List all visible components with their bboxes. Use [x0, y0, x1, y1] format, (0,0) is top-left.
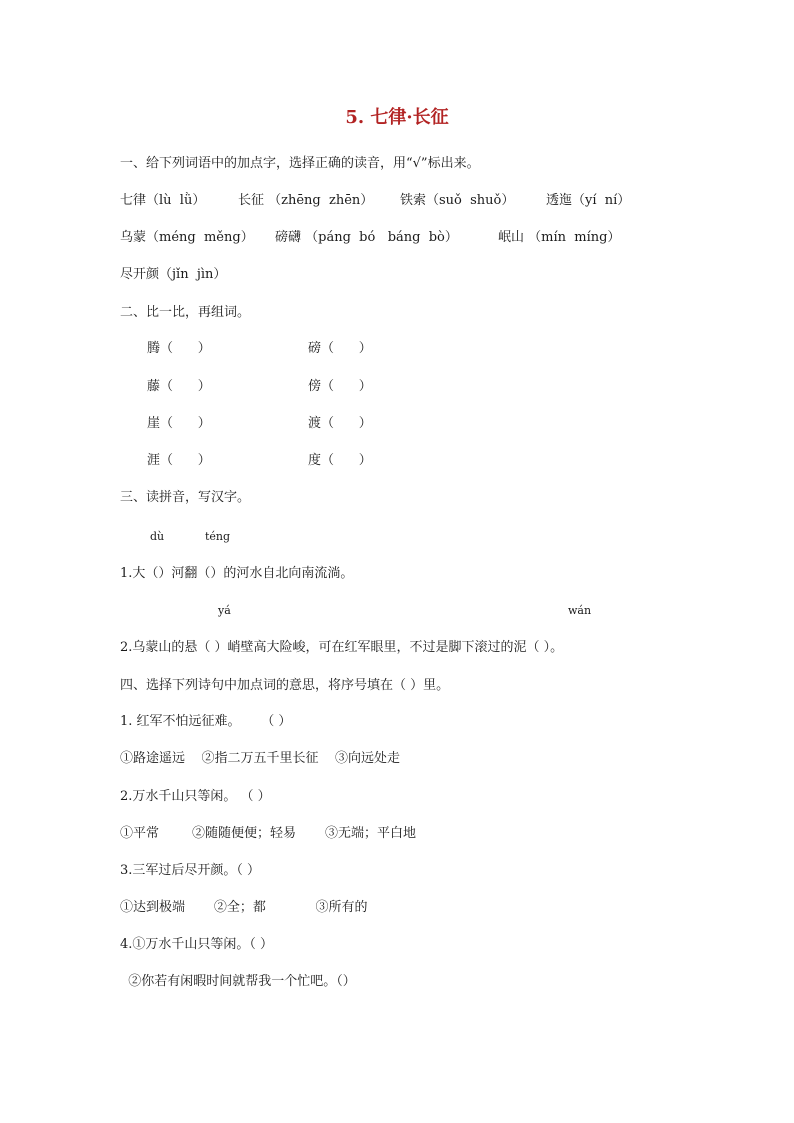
q3-pinyin-ya: yá	[218, 604, 231, 617]
q1-word-pangbo: 磅礴 （páng bó báng bò）	[275, 230, 458, 245]
q2-right-item: 渡（ ）	[308, 416, 372, 431]
q3-pinyin-wan: wán	[568, 604, 592, 617]
q3-line-2: 2.乌蒙山的悬（ ）峭壁高大险峻，可在红军眼里，不过是脚下滚过的泥（ ）。	[120, 640, 564, 655]
q4-options-3: ①达到极端 ②全；都 ③所有的	[120, 900, 368, 915]
q1-word-tiesuo: 铁索（suǒ shuǒ）	[400, 193, 515, 208]
q4-item-3: 3.三军过后尽开颜。（ ）	[120, 863, 261, 878]
q3-heading: 三、读拼音，写汉字。	[120, 490, 251, 505]
q1-word-jinkaiyan: 尽开颜（jǐn jìn）	[120, 267, 227, 282]
q3-line-1: 1.大（）河翻（）的河水自北向南流淌。	[120, 566, 354, 581]
q2-left-item: 涯（ ）	[147, 453, 211, 468]
q2-left-item: 藤（ ）	[147, 379, 211, 394]
q1-word-touyi: 透迤（yí ní）	[546, 193, 631, 208]
q4-item-4b: ②你若有闲暇时间就帮我一个忙吧。（）	[120, 974, 356, 989]
q2-left-item: 腾（ ）	[147, 341, 211, 356]
page-title: 5. 七律·长征	[345, 107, 449, 128]
q4-options-1: ①路途遥远 ②指二万五千里长征 ③向远处走	[120, 751, 401, 766]
q2-right-item: 磅（ ）	[308, 341, 372, 356]
q2-left-item: 崖（ ）	[147, 416, 211, 431]
q4-item-2: 2.万水千山只等闲。 （ ）	[120, 789, 271, 804]
q1-heading: 一、给下列词语中的加点字，选择正确的读音，用“√”标出来。	[120, 156, 480, 171]
q4-item-4a: 4.①万水千山只等闲。（ ）	[120, 937, 274, 952]
q3-pinyin-teng: téng	[205, 530, 231, 543]
q1-word-qilv: 七律（lù lǜ）	[120, 193, 206, 208]
q1-word-minshan: 岷山 （mín míng）	[498, 230, 621, 245]
q4-options-2: ①平常 ②随随便便；轻易 ③无端；平白地	[120, 826, 416, 841]
q4-heading: 四、选择下列诗句中加点词的意思，将序号填在（ ）里。	[120, 678, 450, 693]
q1-word-wumeng: 乌蒙（méng měng）	[120, 230, 254, 245]
q2-right-item: 度（ ）	[308, 453, 372, 468]
q3-pinyin-du: dù	[150, 530, 165, 543]
q1-word-changzheng: 长征 （zhēng zhēn）	[238, 193, 374, 208]
q2-heading: 二、比一比，再组词。	[120, 305, 251, 320]
q4-item-1: 1. 红军不怕远征难。 （ ）	[120, 714, 292, 729]
q2-right-item: 傍（ ）	[308, 379, 372, 394]
